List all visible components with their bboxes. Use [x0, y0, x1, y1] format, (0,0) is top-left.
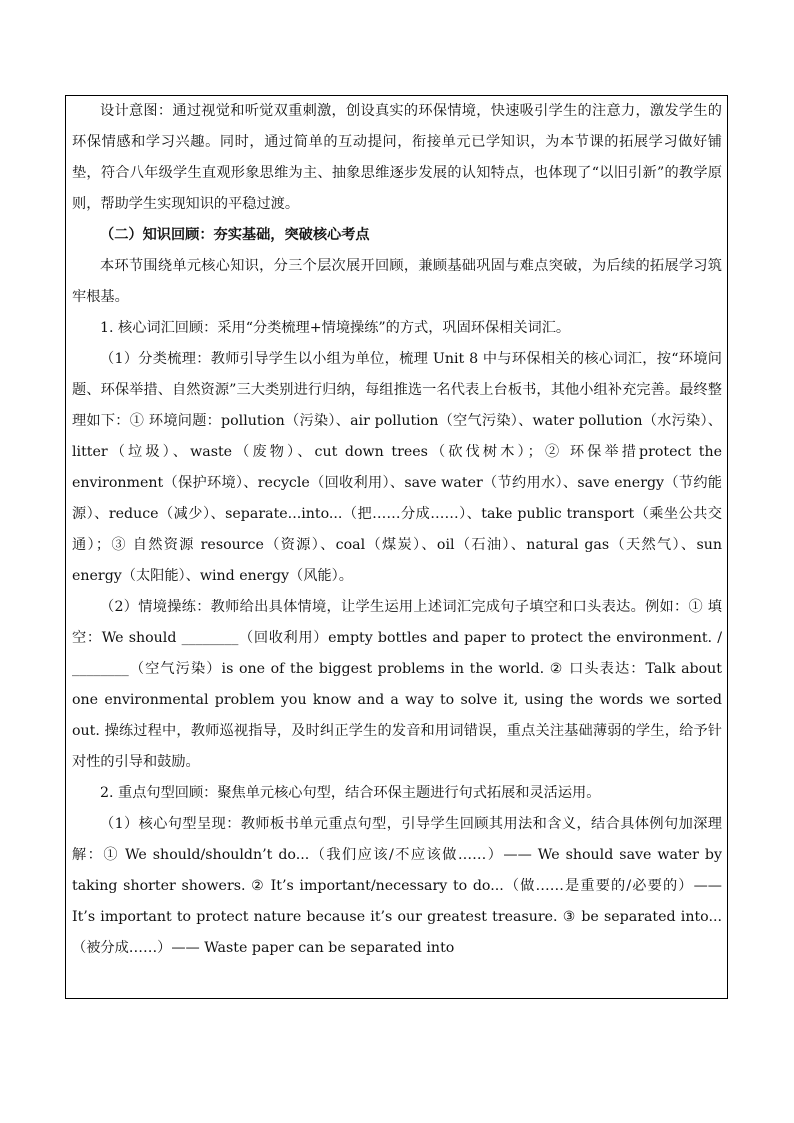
lesson-plan-text	[72, 96, 722, 964]
vocab-sorting-paragraph: （1）分类梳理：教师引导学生以小组为单位，梳理 Unit 8 中与环保相关的核心词汇，按“环境问题、环保举措、自然资源”三大类别进行归纳，每组推选一名代表上台板书，其他小组补充完善。最终整理如下：① 环境问题：pollution（污染）、air pollution（空气污染）、water pollution（水污染）、litter（垃圾）、waste（废物）、cut down trees（砍伐树木）；② 环保举措protect the environment（保护环境）、recycle（回收利用）、save water（节约用水）、save energy（节约能源）、reduce（减少）、separate...into...（把……分成……）、take public transport（乘坐公共交通）；③ 自然资源 resource（资源）、coal（煤炭）、oil（石油）、natural gas（天然气）、sun energy（太阳能）、wind energy（风能）。	[72, 351, 722, 584]
section-intro-paragraph: 本环节围绕单元核心知识，分三个层次展开回顾，兼顾基础巩固与难点突破，为后续的拓展学习筑牢根基。	[72, 258, 722, 305]
sentence-patterns-paragraph: （1）核心句型呈现：教师板书单元重点句型，引导学生回顾其用法和含义，结合具体例句加深理解：① We should/shouldn’t do...（我们应该/不应该做……）—— We should save water by taking shorter showers. ② It’s important/necessary to do...（做……是重要的/必要的）—— It’s important to protect nature because it’s our greatest treasure. ③ be separated into...（被分成……）—— Waste paper can be separated into	[72, 816, 722, 956]
section-heading: （二）知识回顾：夯实基础，突破核心考点	[100, 227, 370, 243]
vocab-practice-paragraph: （2）情境操练：教师给出具体情境，让学生运用上述词汇完成句子填空和口头表达。例如：① 填空：We should ________（回收利用）empty bottles and paper to protect the environment. / ________（空气污染）is one of the biggest problems in the world. ② 口头表达：Talk about one environmental problem you know and a way to solve it, using the words we sorted out. 操练过程中，教师巡视指导，及时纠正学生的发音和用词错误，重点关注基础薄弱的学生，给予针对性的引导和鼓励。	[72, 599, 722, 770]
vocab-review-heading: 1. 核心词汇回顾：采用“分类梳理+情境操练”的方式，巩固环保相关词汇。	[100, 320, 571, 336]
sentence-review-heading: 2. 重点句型回顾：聚焦单元核心句型，结合环保主题进行句式拓展和灵活运用。	[100, 785, 601, 801]
design-intent-paragraph: 设计意图：通过视觉和听觉双重刺激，创设真实的环保情境，快速吸引学生的注意力，激发学生的环保情感和学习兴趣。同时，通过简单的互动提问，衔接单元已学知识，为本节课的拓展学习做好铺垫，符合八年级学生直观形象思维为主、抽象思维逐步发展的认知特点，也体现了“以旧引新”的教学原则，帮助学生实现知识的平稳过渡。	[72, 103, 722, 212]
